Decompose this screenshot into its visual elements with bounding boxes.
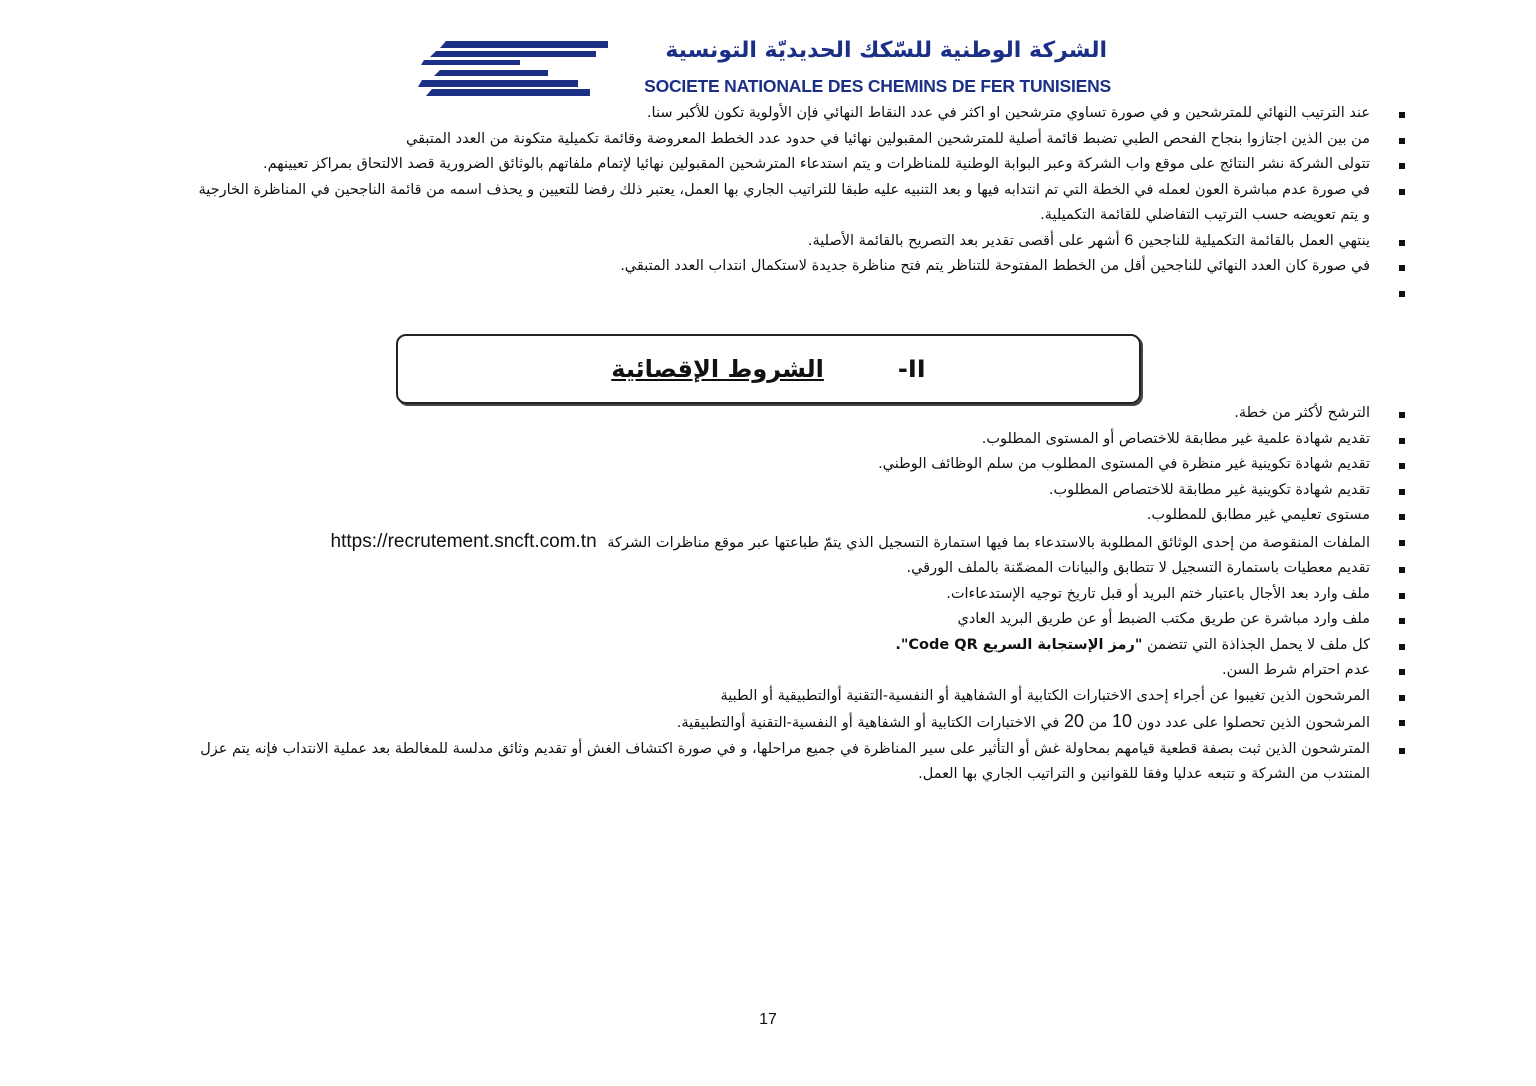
list-item	[68, 152, 1408, 178]
list-item-text: مستوى تعليمي غير مطابق للمطلوب.	[1146, 507, 1370, 523]
square-bullet-icon	[1399, 720, 1405, 726]
registration-url-link[interactable]: https://recrutement.sncft.com.tn	[330, 530, 597, 552]
list-item-text: في صورة عدم مباشرة العون لعمله في الخطة التي تم انتدابه فيها و بعد التنبيه عليه طبقا للتراتيب الجاري بها العمل، يعتبر ذلك رفضا للتعيين و يحذف اسمه من قائمة الناجحين في المناظرة الخارجية	[198, 181, 1370, 198]
square-bullet-icon	[1399, 265, 1405, 271]
list-item-text: عند الترتيب النهائي للمترشحين و في صورة تساوي مترشحين او اكثر في عدد النقاط النهائي فإن الأولوية تكون للأكبر سنا.	[646, 105, 1370, 121]
score-max: 20	[1063, 711, 1085, 731]
list-item-text	[1365, 284, 1370, 300]
square-bullet-icon	[1399, 514, 1405, 520]
square-bullet-icon	[1399, 644, 1405, 650]
square-bullet-icon	[1399, 695, 1405, 701]
square-bullet-icon	[1399, 112, 1405, 118]
list-item	[68, 229, 1408, 255]
list-item-text-tail: في الاختبارات الكتابية أو الشفاهية أو النفسية-التقنية أوالتطبيقية.	[676, 715, 1060, 731]
list-item-text: الملفات المنقوصة من إحدى الوثائق المطلوبة بالاستدعاء بما فيها استمارة التسجيل الذي يتمّ طباعتها عبر موقع مناظرات الشركة	[607, 534, 1370, 551]
list-item-continuation: و يتم تعويضه حسب الترتيب التفاضلي للقائمة التكميلية.	[1040, 207, 1370, 223]
list-item-text: عدم احترام شرط السن.	[1221, 662, 1370, 678]
list-item-text: تقديم شهادة علمية غير مطابقة للاختصاص أو المستوى المطلوب.	[981, 430, 1370, 447]
qr-code-requirement: "رمز الإستجابة السريع Code QR".	[895, 636, 1143, 653]
square-bullet-icon	[1399, 412, 1405, 418]
list-item-text: في صورة كان العدد النهائي للناجحين أقل من الخطط المفتوحة للتناظر يتم فتح مناظرة جديدة لاستكمال انتداب العدد المتبقي.	[620, 258, 1370, 274]
score-separator: من	[1088, 715, 1108, 731]
list-item-text: ملف وارد مباشرة عن طريق مكتب الضبط أو عن طريق البريد العادي	[957, 611, 1370, 627]
list-item	[78, 556, 1408, 582]
square-bullet-icon	[1399, 463, 1405, 469]
score-threshold: 10	[1112, 711, 1133, 731]
list-item	[68, 254, 1408, 280]
square-bullet-icon	[1399, 438, 1405, 444]
square-bullet-icon	[1399, 567, 1405, 573]
square-bullet-icon	[1399, 540, 1405, 546]
list-item	[68, 127, 1408, 153]
list-item-text: المرشحون الذين تغيبوا عن أجراء إحدى الاختبارات الكتابية أو الشفاهية أو النفسية-التقنية أوالتطبيقية أو الطبية	[720, 687, 1370, 704]
square-bullet-icon	[1399, 163, 1405, 169]
square-bullet-icon	[1399, 669, 1405, 675]
list-item-text: الترشح لأكثر من خطة.	[1234, 405, 1370, 421]
list-item	[78, 503, 1408, 529]
list-item	[78, 427, 1408, 453]
list-item-text: تقديم شهادة تكوينية غير منظرة في المستوى المطلوب من سلم الوظائف الوطني.	[878, 456, 1370, 472]
list-item	[78, 709, 1408, 737]
company-name-arabic: الشركة الوطنية للسّكك الحديديّة التونسية	[665, 38, 1107, 63]
square-bullet-icon	[1399, 189, 1405, 195]
section-title-box	[396, 334, 1141, 404]
list-item-text: ملف وارد بعد الأجال باعتبار ختم البريد أو قبل تاريخ توجيه الإستدعاءات.	[946, 585, 1370, 602]
square-bullet-icon	[1399, 489, 1405, 495]
section-title-text: الشروط الإقصائية	[611, 355, 824, 383]
section-number: II-	[897, 355, 926, 383]
square-bullet-icon	[1399, 593, 1405, 599]
page-number: 17	[759, 1011, 777, 1028]
list-item	[68, 178, 1408, 229]
exclusion-conditions-list	[78, 401, 1408, 788]
list-item-text: كل ملف لا يحمل الجذاذة التي تتضمن	[1147, 636, 1370, 653]
list-item-empty	[68, 280, 1408, 306]
list-item-text: تقديم معطيات باستمارة التسجيل لا تتطابق والبيانات المضمّنة بالملف الورقي.	[906, 560, 1370, 576]
square-bullet-icon	[1399, 240, 1405, 246]
square-bullet-icon	[1399, 138, 1405, 144]
list-item	[78, 582, 1408, 608]
list-item-text: المرشحون الذين تحصلوا على عدد دون	[1136, 715, 1370, 731]
list-item	[78, 737, 1408, 788]
list-item-text: ينتهي العمل بالقائمة التكميلية للناجحين 6 أشهر على أقصى تقدير بعد التصريح بالقائمة الأصلية.	[807, 232, 1370, 249]
list-item	[78, 684, 1408, 710]
list-item	[78, 401, 1408, 427]
sncft-logo-icon	[418, 41, 610, 96]
list-item-continuation: المنتدب من الشركة و تتبعه عدليا وفقا للقوانين و التراتيب الجاري بها العمل.	[918, 766, 1370, 782]
ranking-rules-list	[68, 101, 1408, 305]
list-item	[78, 529, 1408, 557]
section-heading	[398, 336, 1139, 402]
list-item	[78, 478, 1408, 504]
square-bullet-icon	[1399, 618, 1405, 624]
company-name-french: SOCIETE NATIONALE DES CHEMINS DE FER TUNISIENS	[644, 76, 1111, 96]
square-bullet-icon	[1399, 291, 1405, 297]
page-header	[415, 38, 1115, 98]
list-item	[78, 452, 1408, 478]
list-item	[78, 607, 1408, 633]
square-bullet-icon	[1399, 748, 1405, 754]
list-item	[68, 101, 1408, 127]
list-item-text: المترشحون الذين ثبت بصفة قطعية قيامهم بمحاولة غش أو التأثير على سير المناظرة في جميع مراحلها، و في صورة اكتشاف الغش أو تقديم وثائق مدلسة للمغالطة بعد عملية الانتداب فإنه يتم عزل	[200, 740, 1370, 757]
list-item-text: تتولى الشركة نشر النتائج على موقع واب الشركة وعبر البوابة الوطنية للمناظرات و يتم استدعاء المترشحين المقبولين نهائيا لإتمام ملفاتهم بالوثائق الضرورية قصد الالتحاق بمراكز تعيينهم.	[263, 156, 1370, 172]
list-item	[78, 658, 1408, 684]
list-item-text: من بين الذين اجتازوا بنجاح الفحص الطبي تضبط قائمة أصلية للمترشحين المقبولين نهائيا في حدود عدد الخطط المعروضة وقائمة تكميلية متكونة من العدد المتبقي	[406, 130, 1370, 147]
list-item	[78, 633, 1408, 659]
list-item-text: تقديم شهادة تكوينية غير مطابقة للاختصاص المطلوب.	[1048, 481, 1370, 498]
